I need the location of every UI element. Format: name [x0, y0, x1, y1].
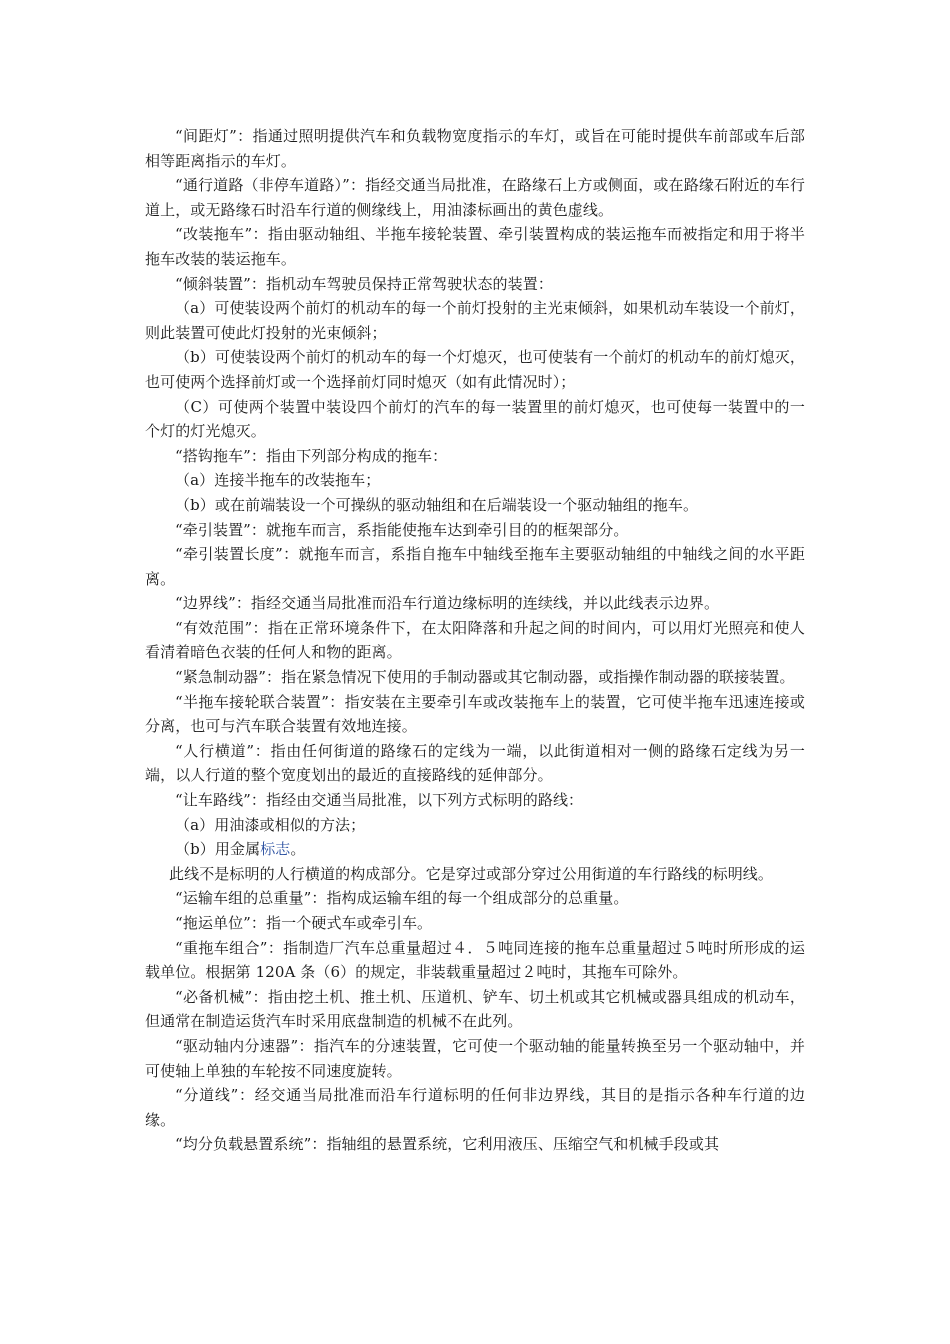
paragraph-tilt-b: （b）可使装设两个前灯的机动车的每一个灯熄灭，也可使装有一个前灯的机动车的前灯熄灭，也可使两个选择前灯或一个选择前灯同时熄灭（如有此情况时）； — [145, 348, 805, 391]
paragraph-coupling-device: “半拖车接轮联合装置”：指安装在主要牵引车或改装拖车上的装置，它可使半拖车迅速连接或分离，也可与汽车联合装置有效地连接。 — [145, 692, 805, 736]
paragraph-crosswalk: “人行横道”：指由任何街道的路缘石的定线为一端，以此街道相对一侧的路缘石定线为另一端，以人行道的整个宽度划出的最近的直接路线的延伸部分。 — [145, 741, 805, 785]
paragraph-axle-divider: “驱动轴内分速器”：指汽车的分速装置，它可使一个驱动轴的能量转换至另一个驱动轴中，并可使轴上单独的车轮按不同速度旋转。 — [145, 1036, 805, 1080]
yield-b-prefix: （b）用金属 — [175, 840, 261, 859]
paragraph-hook-b: （b）或在前端装设一个可操纵的驱动轴组和在后端装设一个驱动轴组的拖车。 — [175, 495, 699, 514]
paragraph-hook-a: （a）连接半拖车的改装拖车； — [175, 471, 381, 490]
paragraph-yield-b — [145, 837, 805, 862]
paragraph-hook-trailer: “搭钩拖车”：指由下列部分构成的拖车： — [175, 446, 448, 465]
paragraph-total-weight: “运输车组的总重量”：指构成运输车组的每一个组成部分的总重量。 — [175, 889, 629, 908]
yield-b-suffix: 。 — [290, 840, 306, 859]
paragraph-tow-device: “牵引装置”：就拖车而言，系指能使拖车达到牵引目的的框架部分。 — [175, 520, 629, 539]
paragraph-heavy-combo: “重拖车组合”：指制造厂汽车总重量超过４．５吨同连接的拖车总重量超过５吨时所形成的运载单位。根据第 120A 条（6）的规定，非装载重量超过２吨时，其拖车可除外。 — [145, 938, 805, 982]
paragraph-tilt-device: “倾斜装置”：指机动车驾驶员保持正常驾驶状态的装置： — [175, 274, 553, 293]
paragraph-emergency-brake: “紧急制动器”：指在紧急情况下使用的手制动器或其它制动器，或指操作制动器的联接装置。 — [175, 668, 795, 687]
sign-link[interactable]: 标志 — [260, 840, 291, 859]
paragraph-lane-line: “分道线”：经交通当局批准而沿车行道标明的任何非边界线，其目的是指示各种车行道的边缘。 — [145, 1086, 805, 1129]
document-body — [145, 124, 805, 1157]
paragraph-yield-line: “让车路线”：指经由交通当局批准，以下列方式标明的路线： — [175, 791, 584, 810]
paragraph-spacing-lamp: “间距灯”：指通过照明提供汽车和负载物宽度指示的车灯，或旨在可能时提供车前部或车后部相等距离指示的车灯。 — [145, 127, 805, 170]
paragraph-passage-road: “通行道路（非停车道路）”：指经交通当局批准，在路缘石上方或侧面，或在路缘石附近的车行道上，或无路缘石时沿车行道的侧缘线上，用油漆标画出的黄色虚线。 — [145, 176, 805, 219]
paragraph-haul-unit: “拖运单位”：指一个硬式车或牵引车。 — [175, 914, 433, 932]
paragraph-tilt-c: （C）可使两个装置中装设四个前灯的汽车的每一装置里的前灯熄灭，也可使每一装置中的一个灯的灯光熄灭。 — [145, 397, 805, 441]
paragraph-boundary-line: “边界线”：指经交通当局批准而沿车行道边缘标明的连续线，并以此线表示边界。 — [175, 594, 720, 613]
paragraph-tilt-a: （a）可使装设两个前灯的机动车的每一个前灯投射的主光束倾斜，如果机动车装设一个前灯，则此装置可使此灯投射的光束倾斜； — [145, 299, 805, 342]
paragraph-required-machinery: “必备机械”：指由挖土机、推土机、压道机、铲车、切土机或其它机械或器具组成的机动车，但通常在制造运货汽车时采用底盘制造的机械不在此列。 — [145, 987, 805, 1031]
paragraph-not-crosswalk: 此线不是标明的人行横道的构成部分。它是穿过或部分穿过公用街道的车行路线的标明线。 — [169, 864, 774, 883]
paragraph-effective-range: “有效范围”：指在正常环境条件下，在太阳降落和升起之间的时间内，可以用灯光照亮和使人看清着暗色衣装的任何人和物的距离。 — [145, 618, 805, 662]
paragraph-converted-trailer: “改装拖车”：指由驱动轴组、半拖车接轮装置、牵引装置构成的装运拖车而被指定和用于将半拖车改装的装运拖车。 — [145, 225, 805, 268]
paragraph-yield-a: （a）用油漆或相似的方法； — [175, 815, 366, 834]
paragraph-tow-length: “牵引装置长度”：就拖车而言，系指自拖车中轴线至拖车主要驱动轴组的中轴线之间的水平距离。 — [145, 545, 805, 588]
paragraph-load-suspension: “均分负载悬置系统”：指轴组的悬置系统，它利用液压、压缩空气和机械手段或其 — [175, 1135, 720, 1154]
